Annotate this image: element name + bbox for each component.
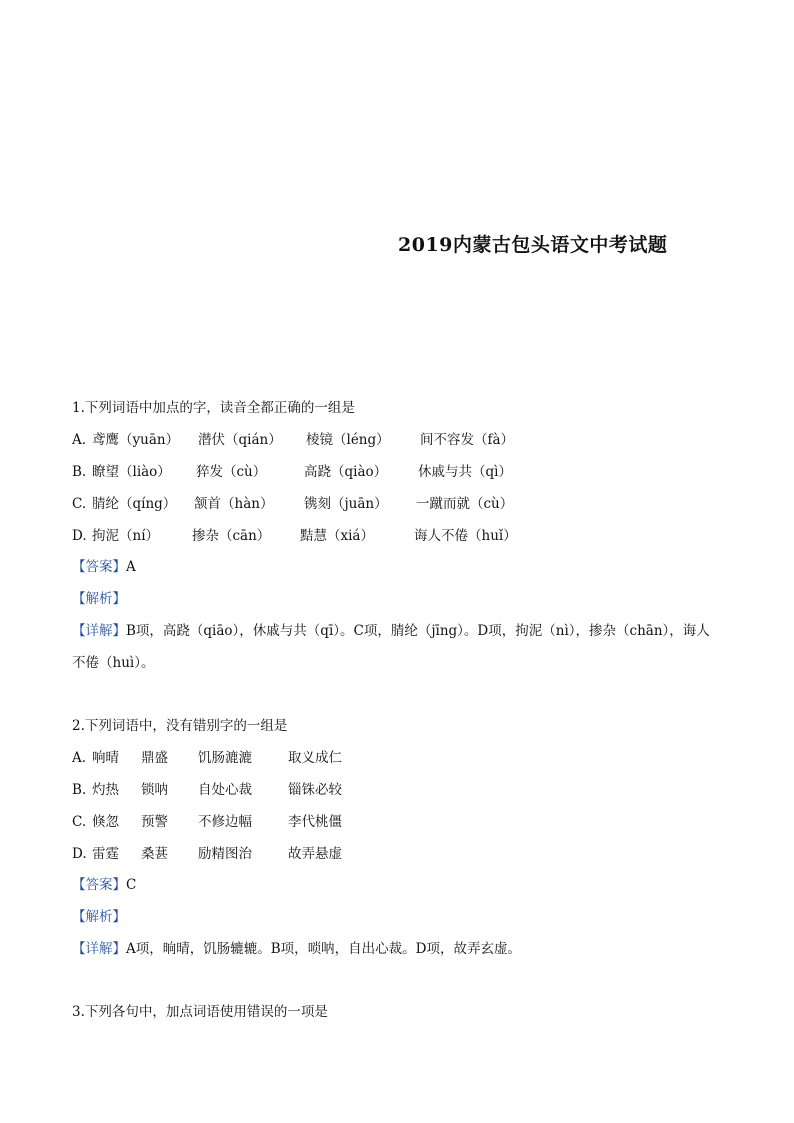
option-item: 自处心裁 — [198, 782, 252, 798]
document-title: 2019内蒙古包头语文中考试题 — [398, 234, 668, 256]
option-item: 故弄悬虚 — [288, 846, 342, 862]
answer-value: C — [126, 877, 137, 893]
q2-stem: 2.下列词语中，没有错别字的一组是 — [72, 718, 288, 734]
q1-detail-line-2: 不倦（huì）。 — [72, 655, 155, 671]
option-item: 取义成仁 — [288, 750, 342, 766]
option-item: 锱铢必较 — [288, 782, 342, 798]
option-item: 镌刻（juān） — [304, 496, 388, 512]
q1-stem: 1.下列词语中加点的字，读音全都正确的一组是 — [72, 400, 355, 416]
option-item: 预警 — [141, 814, 168, 830]
answer-tag: 【答案】 — [72, 877, 126, 893]
option-item: 腈纶（qíng） — [92, 496, 177, 512]
answer-tag: 【答案】 — [72, 559, 126, 575]
option-item: 雷霆 — [92, 846, 119, 862]
q1-analysis — [72, 590, 126, 608]
option-item: 灼热 — [92, 782, 119, 798]
option-label: C. — [72, 496, 87, 512]
option-item: 响晴 — [92, 750, 119, 766]
option-label: D. — [72, 528, 87, 544]
option-label: C. — [72, 814, 87, 830]
option-item: 鸢鹰（yuān） — [92, 432, 180, 448]
analysis-tag: 【解析】 — [72, 591, 126, 607]
option-item: 诲人不倦（huǐ） — [414, 528, 517, 544]
option-label: D. — [72, 846, 87, 862]
option-item: 桑葚 — [141, 846, 168, 862]
q1-answer — [72, 558, 136, 576]
option-item: 高跷（qiào） — [304, 464, 388, 480]
q2-detail-line-1 — [72, 940, 521, 958]
option-item: 一蹴而就（cù） — [416, 496, 514, 512]
option-label: A. — [72, 750, 87, 766]
option-label: B. — [72, 464, 87, 480]
option-item: 饥肠漉漉 — [198, 750, 252, 766]
option-item: 不修边幅 — [198, 814, 252, 830]
option-item: 黠慧（xiá） — [300, 528, 374, 544]
q2-answer — [72, 876, 136, 894]
option-item: 励精图治 — [198, 846, 252, 862]
detail-text: A项，晌晴，饥肠辘辘。B项，唢呐，自出心裁。D项，故弄玄虚。 — [126, 941, 521, 957]
option-label: B. — [72, 782, 87, 798]
option-label: A. — [72, 432, 87, 448]
option-item: 棱镜（léng） — [306, 432, 390, 448]
q3-stem: 3.下列各句中，加点词语使用错误的一项是 — [72, 1004, 328, 1020]
option-item: 瞭望（liào） — [92, 464, 171, 480]
option-item: 倏忽 — [92, 814, 119, 830]
option-item: 锁呐 — [141, 782, 168, 798]
option-item: 拘泥（ní） — [92, 528, 160, 544]
option-item: 掺杂（cān） — [192, 528, 271, 544]
option-item: 潜伏（qián） — [198, 432, 282, 448]
option-item: 颔首（hàn） — [194, 496, 274, 512]
q1-detail-line-1 — [72, 622, 710, 640]
option-item: 鼎盛 — [141, 750, 168, 766]
option-item: 李代桃僵 — [288, 814, 342, 830]
detail-tag: 【详解】 — [72, 941, 126, 957]
analysis-tag: 【解析】 — [72, 909, 126, 925]
answer-value: A — [126, 559, 136, 575]
q2-analysis — [72, 908, 126, 926]
option-item: 休戚与共（qì） — [418, 464, 512, 480]
detail-tag: 【详解】 — [72, 623, 126, 639]
detail-text: B项，高跷（qiāo），休戚与共（qī）。C项，腈纶（jīng）。D项，拘泥（nì），掺杂（chān），诲人 — [126, 623, 710, 639]
option-item: 猝发（cù） — [196, 464, 267, 480]
option-item: 间不容发（fà） — [420, 432, 515, 448]
